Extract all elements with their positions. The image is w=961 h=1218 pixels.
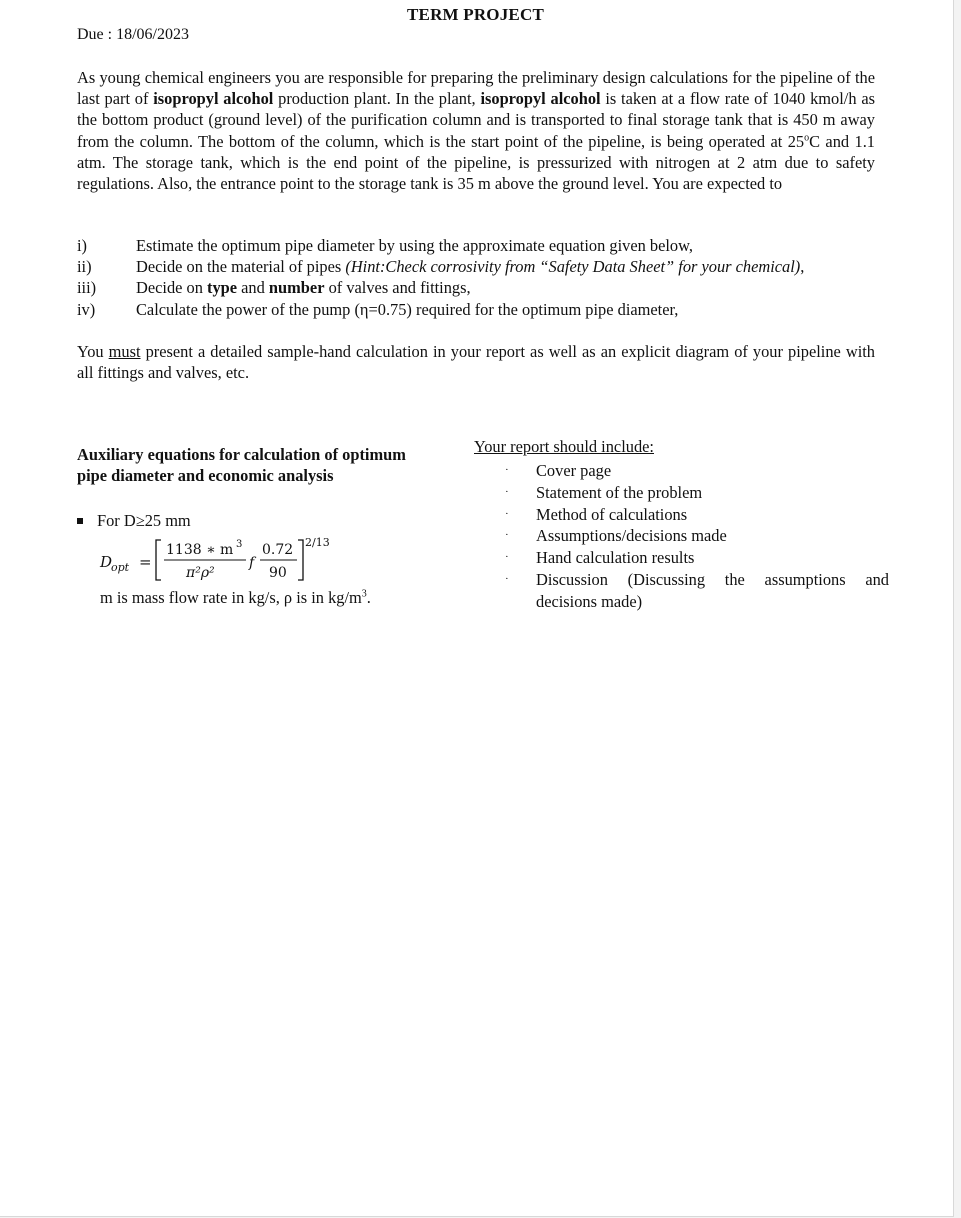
bullet-dot-icon: · — [505, 529, 509, 542]
list-item: · Cover page — [505, 461, 612, 480]
problem-statement — [77, 67, 875, 194]
task-number: ii) — [77, 257, 92, 277]
bullet-dot-icon: · — [505, 507, 509, 520]
formula-factor: f — [249, 555, 255, 571]
task-text: Decide on type and number of valves and fittings, — [136, 278, 471, 298]
task-number: i) — [77, 236, 88, 255]
task-item — [77, 256, 887, 277]
task-list — [77, 235, 887, 320]
report-requirement: You must present a detailed sample-hand calculation in your report as well as an explicit diagram of your pipeline with all fittings and valves, etc. — [77, 342, 875, 383]
formula-denominator-2: 90 — [269, 565, 287, 581]
task-text: Estimate the optimum pipe diameter by using the approximate equation given below, — [136, 236, 693, 255]
intro-text-4: C and 1.1 atm. The storage tank, which is the end point of the pipeline, is pressurized with nitrogen at 2 atm due to safety regulations. Also, the entrance point to the storage tank is 35 m above the ground level. You are expected to — [77, 131, 875, 194]
bullet-dot-icon: · — [505, 485, 509, 498]
formula-numerator-1: 1138 ∗ m — [166, 542, 234, 558]
due-date: Due : 18/06/2023 — [77, 26, 189, 43]
list-item: · Method of calculations — [505, 504, 688, 524]
degree-sign: o — [804, 132, 810, 144]
task-item — [77, 235, 887, 256]
emphasis-must: must — [108, 342, 141, 361]
task-item — [77, 277, 887, 298]
task-item — [77, 299, 887, 320]
list-item: · Discussion (Discussing the assumptions and decisions made) — [505, 569, 889, 611]
intro-text-3: is taken at a flow rate of 1040 kmol/h as the bottom product (ground level) of the purification column and is transported to final storage tank that is 450 m away from the column. The bottom of the column, which is the start point of the pipeline, is being operated at 25 — [77, 89, 875, 151]
report-heading: Your report should include: — [474, 437, 654, 456]
auxiliary-heading: Auxiliary equations for calculation of optimum pipe diameter and economic analysis — [77, 445, 406, 486]
list-item: · Hand calculation results — [505, 548, 695, 568]
formula-numerator-2: 0.72 — [262, 542, 294, 558]
chemical-name: isopropyl alcohol — [480, 89, 601, 109]
task-text: Calculate the power of the pump (η=0.75) required for the optimum pipe diameter, — [136, 299, 679, 319]
intro-text-2: production plant. In the plant, — [273, 89, 481, 109]
bullet-dot-icon: · — [505, 572, 509, 585]
chemical-name: isopropyl alcohol — [153, 89, 274, 109]
bullet-dot-icon: · — [505, 551, 509, 564]
task-number: iv) — [77, 299, 96, 319]
bullet-dot-icon: · — [505, 464, 509, 476]
intro-text-1: As young chemical engineers you are responsible for preparing the preliminary design calculations for the pipeline of the last part of — [77, 68, 875, 109]
task-text: Decide on the material of pipes (Hint:Check corrosivity from “Safety Data Sheet” for your chemical), — [136, 257, 805, 277]
formula-note: m is mass flow rate in kg/s, ρ is in $kg/m^3$. — [100, 588, 371, 607]
formula-lhs: D — [100, 553, 113, 571]
report-list — [503, 460, 889, 613]
square-bullet-icon — [77, 518, 83, 524]
equals-sign: = — [139, 553, 152, 571]
formula-lhs-sub: opt — [111, 561, 130, 574]
formula-exponent: 2/13 — [305, 536, 330, 549]
list-item: · Assumptions/decisions made — [505, 526, 727, 546]
formula-numerator-exp: 3 — [236, 539, 243, 550]
page-title: TERM PROJECT — [407, 5, 544, 24]
condition-text: For D≥25 mm — [97, 511, 191, 530]
hint-text: (Hint:Check corrosivity from “Safety Data Sheet” for your chemical) — [345, 257, 801, 277]
optimum-diameter-formula — [98, 532, 348, 584]
task-number: iii) — [77, 278, 97, 298]
formula-denominator-1: π²ρ² — [186, 565, 215, 581]
condition-bullet — [77, 511, 191, 531]
list-item: · Statement of the problem — [505, 482, 703, 502]
